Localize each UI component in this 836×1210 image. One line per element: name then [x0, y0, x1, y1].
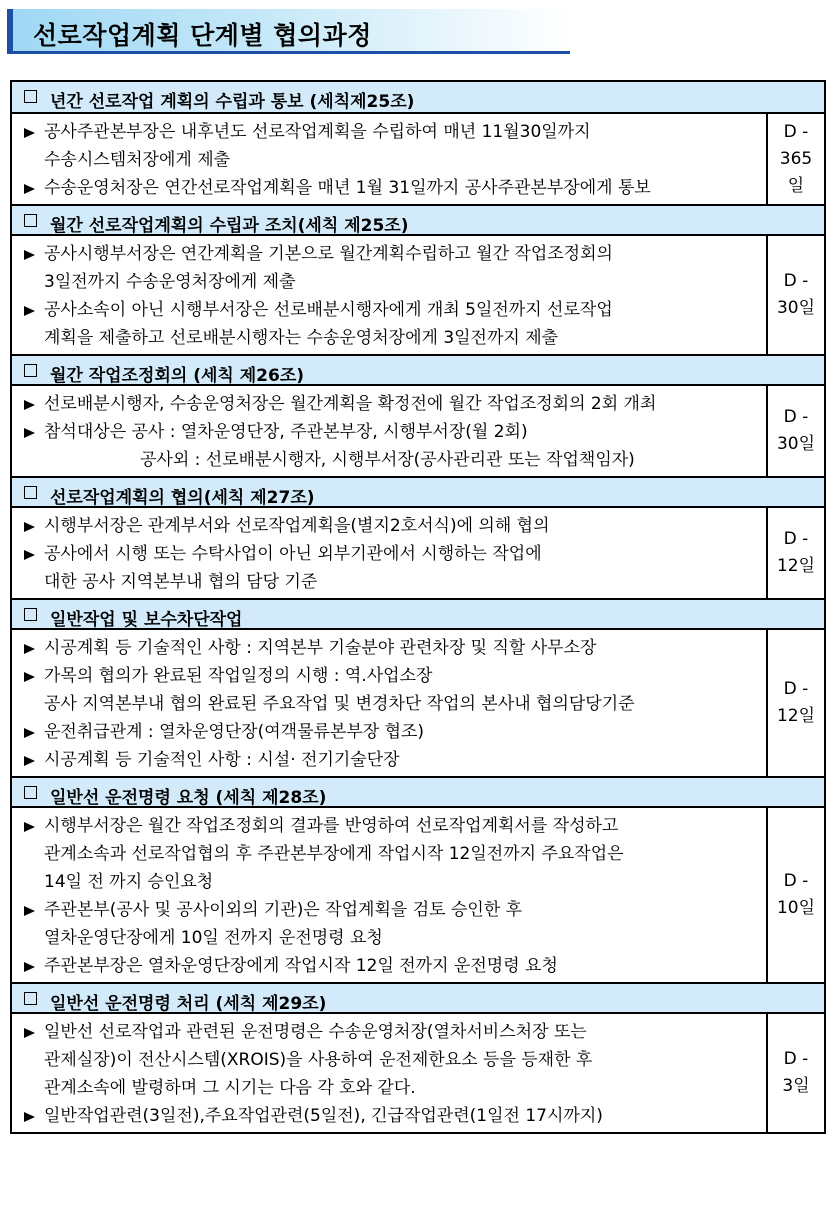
page-title: 선로작업계획 단계별 협의과정: [33, 21, 372, 50]
section-body: [12, 386, 824, 476]
bullet-item: [22, 1102, 762, 1130]
triangle-bullet-icon: [24, 184, 35, 194]
triangle-bullet-icon: [24, 1112, 35, 1122]
triangle-bullet-icon: [24, 128, 35, 138]
bullet-item: [22, 746, 762, 774]
section-header: [12, 598, 824, 630]
item-text: 관계소속과 선로작업협의 후 주관본부장에게 작업시작 12일전까지 주요작업은: [44, 844, 624, 864]
continuation-line: [22, 840, 762, 868]
bullet-item: [22, 952, 762, 980]
triangle-bullet-icon: [24, 822, 35, 832]
bullet-item: [22, 896, 762, 924]
item-text: 공사소속이 아닌 시행부서장은 선로배분시행자에게 개최 5일전까지 선로작업: [44, 300, 613, 320]
checkbox-square-icon: [24, 608, 37, 621]
checkbox-square-icon: [24, 486, 37, 499]
item-text: 시행부서장은 월간 작업조정회의 결과를 반영하여 선로작업계획서를 작성하고: [44, 816, 619, 836]
item-text: 14일 전 까지 승인요청: [44, 872, 214, 892]
section-header: [12, 354, 824, 386]
bullet-item: [22, 662, 762, 690]
triangle-bullet-icon: [24, 672, 35, 682]
deadline-cell: [768, 808, 824, 982]
triangle-bullet-icon: [24, 428, 35, 438]
item-text: 관계소속에 발령하며 그 시기는 다음 각 호와 같다.: [44, 1078, 416, 1098]
item-text: 가목의 협의가 완료된 작업일정의 시행 : 역.사업소장: [44, 666, 433, 686]
item-text: 일반선 선로작업과 관련된 운전명령은 수송운영처장(열차서비스처장 또는: [44, 1022, 587, 1042]
item-text: 시공계획 등 기술적인 사항 : 지역본부 기술분야 관련차장 및 직할 사무소장: [44, 638, 597, 658]
section-body: [12, 808, 824, 982]
item-text: 공사에서 시행 또는 수탁사업이 아닌 외부기관에서 시행하는 작업에: [44, 544, 542, 564]
item-text: 주관본부(공사 및 공사이외의 기관)은 작업계획을 검토 승인한 후: [44, 900, 523, 920]
continuation-line: [22, 568, 762, 596]
triangle-bullet-icon: [24, 756, 35, 766]
item-text: 참석대상은 공사 : 열차운영단장, 주관본부장, 시행부서장(월 2회): [44, 422, 528, 442]
deadline-cell: [768, 1014, 824, 1132]
section-content: [12, 808, 768, 982]
item-text: 선로배분시행자, 수송운영처장은 월간계획을 확정전에 월간 작업조정회의 2회 개최: [44, 394, 657, 414]
item-text: 대한 공사 지역본부내 협의 담당 기준: [44, 572, 318, 592]
checkbox-square-icon: [24, 214, 37, 227]
section-header: [12, 476, 824, 508]
section-title: 월간 작업조정회의 (세칙 제26조): [50, 366, 305, 386]
continuation-line: [22, 868, 762, 896]
deadline-text: 3일: [782, 1076, 810, 1096]
triangle-bullet-icon: [24, 550, 35, 560]
section-title: 일반선 운전명령 요청 (세칙 제28조): [50, 788, 327, 808]
item-text: 수송시스템처장에게 제출: [44, 150, 231, 170]
bullet-item: [22, 540, 762, 568]
deadline-text: D -: [783, 121, 809, 142]
section-title: 일반작업 및 보수차단작업: [50, 610, 243, 630]
deadline-text: 30일: [776, 434, 816, 454]
section-header: [12, 776, 824, 808]
item-text: 수송운영처장은 연간선로작업계획을 매년 1월 31일까지 공사주관본부장에게 통보: [44, 178, 651, 198]
process-table: [10, 80, 826, 1134]
deadline-text: 10일: [776, 898, 816, 918]
triangle-bullet-icon: [24, 250, 35, 260]
bullet-item: [22, 174, 762, 202]
deadline-cell: [768, 630, 824, 776]
section-body: [12, 114, 824, 204]
triangle-bullet-icon: [24, 644, 35, 654]
section-content: [12, 630, 768, 776]
section-body: [12, 630, 824, 776]
deadline-cell: [768, 114, 824, 204]
item-text: 시공계획 등 기술적인 사항 : 시설· 전기기술단장: [44, 750, 400, 770]
deadline-text: 365: [779, 148, 813, 169]
item-text: 주관본부장은 열차운영단장에게 작업시작 12일 전까지 운전명령 요청: [44, 956, 558, 976]
triangle-bullet-icon: [24, 728, 35, 738]
deadline-text: D -: [783, 1049, 809, 1069]
section-content: [12, 508, 768, 598]
section-body: [12, 236, 824, 354]
section-header: [12, 982, 824, 1014]
deadline-text: 12일: [776, 556, 816, 576]
section-content: [12, 386, 768, 476]
bullet-item: [22, 418, 762, 446]
item-text: 일반작업관련(3일전),주요작업관련(5일전), 긴급작업관련(1일전 17시까지): [44, 1106, 603, 1126]
deadline-cell: [768, 508, 824, 598]
continuation-line: [22, 268, 762, 296]
section-header: [12, 204, 824, 236]
bullet-item: [22, 390, 762, 418]
bullet-item: [22, 240, 762, 268]
bullet-item: [22, 512, 762, 540]
section-header: [12, 82, 824, 114]
bullet-item: [22, 634, 762, 662]
checkbox-square-icon: [24, 90, 37, 103]
section-title: 선로작업계획의 협의(세칙 제27조): [50, 488, 315, 508]
item-text: 3일전까지 수송운영처장에게 제출: [44, 272, 296, 292]
deadline-text: 12일: [776, 706, 816, 726]
deadline-cell: [768, 386, 824, 476]
checkbox-square-icon: [24, 992, 37, 1005]
triangle-bullet-icon: [24, 400, 35, 410]
deadline-text: D -: [783, 407, 809, 427]
continuation-line: [22, 1046, 762, 1074]
item-text: 공사 지역본부내 협의 완료된 주요작업 및 변경차단 작업의 본사내 협의담당기준: [44, 694, 635, 714]
deadline-text: D -: [783, 679, 809, 699]
checkbox-square-icon: [24, 364, 37, 377]
triangle-bullet-icon: [24, 962, 35, 972]
section-title: 월간 선로작업계획의 수립과 조치(세칙 제25조): [50, 216, 409, 236]
continuation-line: [22, 690, 762, 718]
deadline-text: 30일: [776, 298, 816, 318]
bullet-item: [22, 812, 762, 840]
section-content: [12, 1014, 768, 1132]
continuation-line: [22, 146, 762, 174]
item-text: 공사시행부서장은 연간계획을 기본으로 월간계획수립하고 월간 작업조정회의: [44, 244, 613, 264]
item-text: 관제실장)이 전산시스템(XROIS)을 사용하여 운전제한요소 등을 등재한 후: [44, 1050, 593, 1070]
page-title-banner: [7, 9, 570, 54]
deadline-text: D -: [783, 871, 809, 891]
bullet-item: [22, 1018, 762, 1046]
item-text: 계획을 제출하고 선로배분시행자는 수송운영처장에게 3일전까지 제출: [44, 328, 559, 348]
bullet-item: [22, 718, 762, 746]
bullet-item: [22, 296, 762, 324]
section-content: [12, 114, 768, 204]
item-text: 공사외 : 선로배분시행자, 시행부서장(공사관리관 또는 작업책임자): [140, 450, 635, 470]
continuation-line: [22, 324, 762, 352]
deadline-text: D -: [783, 529, 809, 549]
item-text: 운전취급관계 : 열차운영단장(여객물류본부장 협조): [44, 722, 425, 742]
section-content: [12, 236, 768, 354]
deadline-cell: [768, 236, 824, 354]
item-text: 시행부서장은 관계부서와 선로작업계획을(별지2호서식)에 의해 협의: [44, 516, 550, 536]
section-title: 년간 선로작업 계획의 수립과 통보 (세칙제25조): [50, 92, 415, 112]
bullet-item: [22, 118, 762, 146]
triangle-bullet-icon: [24, 906, 35, 916]
continuation-line: [22, 924, 762, 952]
section-body: [12, 1014, 824, 1132]
section-title: 일반선 운전명령 처리 (세칙 제29조): [50, 994, 327, 1014]
checkbox-square-icon: [24, 786, 37, 799]
item-text: 공사주관본부장은 내후년도 선로작업계획을 수립하여 매년 11월30일까지: [44, 122, 591, 142]
continuation-line: [22, 446, 762, 474]
continuation-line: [22, 1074, 762, 1102]
section-body: [12, 508, 824, 598]
item-text: 열차운영단장에게 10일 전까지 운전명령 요청: [44, 928, 383, 948]
triangle-bullet-icon: [24, 522, 35, 532]
deadline-text: 일: [787, 175, 805, 196]
deadline-text: D -: [783, 271, 809, 291]
triangle-bullet-icon: [24, 306, 35, 316]
triangle-bullet-icon: [24, 1028, 35, 1038]
